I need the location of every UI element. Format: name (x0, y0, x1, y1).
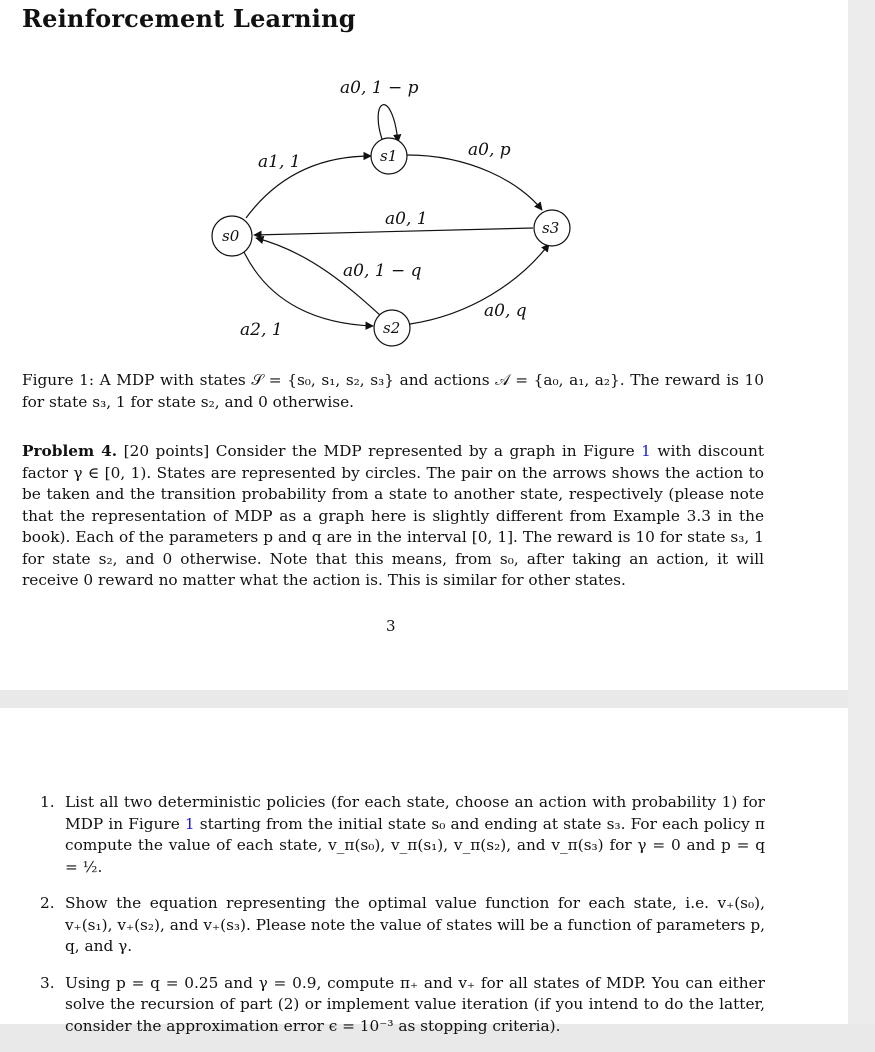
state-s0-label: s0 (222, 227, 240, 245)
state-s3 (534, 210, 570, 246)
figure-ref-link[interactable]: 1 (184, 814, 195, 833)
figure-ref-link[interactable]: 1 (641, 442, 651, 460)
question-number: 1. (40, 793, 55, 811)
figure-caption: Figure 1: A MDP with states 𝒮 = {s₀, s₁, s₂, s₃} and actions 𝒜 = {a₀, a₁, a₂}. The reward is 10 for state s₃, 1 for state s₂, and 0 otherwise. (22, 371, 764, 411)
problem-text-1: [20 points] Consider the MDP represented by a graph in Figure (117, 442, 642, 460)
edge-s1-s3 (407, 155, 542, 210)
question-item (40, 792, 765, 878)
question-number: 2. (40, 894, 55, 912)
state-s2-label: s2 (383, 319, 401, 337)
state-s1 (371, 138, 407, 174)
page-title: Reinforcement Learning (22, 4, 356, 33)
question-item (40, 893, 765, 958)
label-s0-s1: a1, 1 (258, 152, 301, 172)
label-s2-s3: a0, q (484, 301, 527, 321)
problem-heading: Problem 4. (22, 442, 118, 460)
label-s1-s3: a0, p (468, 140, 511, 160)
label-s1-self: a0, 1 − p (340, 78, 419, 98)
state-s0 (212, 216, 252, 256)
question-text-1: Using p = q = 0.25 and γ = 0.9, compute π₊ and v₊ for all states of MDP. You can either solve the recursion of part (2) or implement value iteration (if you intend to do the latter, consider the approximation error ϵ = 10⁻³ as stopping criteria). (65, 973, 765, 1035)
edge-s3-s0 (254, 228, 533, 235)
mdp-diagram (0, 60, 848, 360)
edge-s2-s3 (410, 244, 549, 324)
problem-statement (22, 441, 764, 592)
problem-text-2: with discount factor γ ∈ [0, 1). States are represented by circles. The pair on the arrows shows the action to be taken and the transition probability from a state to another state, respectively (please note that the representation of MDP as a graph here is slightly different from Example 3.3 in the book). Each of the parameters p and q are in the interval [0, 1]. The reward is 10 for state s₃, 1 for state s₂, and 0 otherwise. Note that this means, from s₀, after taking an action, it will receive 0 reward no matter what the action is. This is similar for other states. (22, 442, 764, 589)
question-text-2: starting from the initial state s₀ and ending at state s₃. For each policy π compute the value of each state, v_π(s₀), v_π(s₁), v_π(s₂), and v_π(s₃) for γ = 0 and p = q = ½. (65, 814, 765, 876)
question-item (40, 973, 765, 1038)
viewer-sidebar (848, 0, 875, 1024)
question-text-1: Show the equation representing the optimal value function for each state, i.e. v₊(s₀), v₊(s₁), v₊(s₂), and v₊(s₃). Please note the value of states will be a function of parameters p, q, and γ. (65, 894, 765, 955)
question-text-1: List all two deterministic policies (for each state, choose an action with probability 1) for MDP in Figure (65, 793, 765, 833)
label-s2-s0: a0, 1 − q (343, 261, 422, 281)
edge-s1-self (378, 105, 398, 142)
question-list (40, 792, 765, 1052)
question-number: 3. (40, 973, 55, 992)
state-s2 (374, 310, 410, 346)
state-s1-label: s1 (380, 147, 398, 165)
label-s3-s0: a0, 1 (385, 209, 428, 229)
page-number: 3 (386, 617, 396, 635)
state-s3-label: s3 (542, 219, 560, 237)
label-s0-s2: a2, 1 (240, 320, 283, 340)
